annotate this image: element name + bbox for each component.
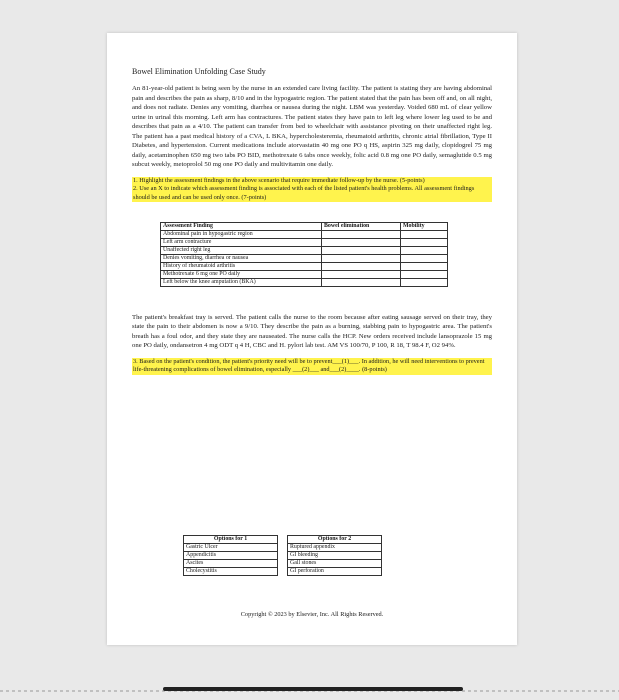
bowel-cell[interactable] — [322, 262, 401, 270]
mobility-cell[interactable] — [401, 255, 448, 263]
finding-cell: History of rheumatoid arthritis — [161, 262, 322, 270]
highlighted-questions — [132, 177, 492, 203]
option-item[interactable]: Appendicitis — [184, 552, 278, 560]
question-1: 1. Highlight the assessment findings in the above scenario that require immediate follow-up by the nurse. (5-points) — [133, 176, 425, 184]
option-item[interactable]: GI bleeding — [288, 552, 382, 560]
document-content — [132, 67, 492, 375]
finding-cell: Denies vomiting, diarrhea or nausea — [161, 255, 322, 263]
option-item[interactable]: Gall stones — [288, 560, 382, 568]
mobility-cell[interactable] — [401, 247, 448, 255]
option-item[interactable]: Ruptured appendix — [288, 544, 382, 552]
mobility-cell[interactable] — [401, 278, 448, 286]
table-row — [161, 239, 448, 247]
header-bowel-elimination: Bowel elimination — [322, 223, 401, 231]
header-mobility: Mobility — [401, 223, 448, 231]
table-row — [161, 262, 448, 270]
assessment-header-row — [161, 223, 448, 231]
bowel-cell[interactable] — [322, 270, 401, 278]
document-page — [107, 33, 517, 645]
finding-cell: Abdominal pain in hypogastric region — [161, 231, 322, 239]
mobility-cell[interactable] — [401, 270, 448, 278]
mobility-cell[interactable] — [401, 262, 448, 270]
copyright-notice: Copyright © 2023 by Elsevier, Inc. All Rights Reserved. — [240, 611, 384, 618]
options-2-header: Options for 2 — [288, 536, 382, 544]
bowel-cell[interactable] — [322, 247, 401, 255]
options-1-table — [183, 535, 278, 576]
highlighted-question-3 — [132, 358, 492, 375]
question-3: 3. Based on the patient's condition, the patient's priority need will be to prevent___(1)___. In addition, he will need interventions to prevent life-threatening complications of bowel elimination, especially ___(2)___ and___(2)____. (8-points) — [133, 357, 485, 374]
document-title: Bowel Elimination Unfolding Case Study — [132, 67, 266, 76]
mobility-cell[interactable] — [401, 231, 448, 239]
option-item[interactable]: Gastric Ulcer — [184, 544, 278, 552]
question-2: 2. Use an X to indicate which assessment finding is associated with each of the listed patient's health problems. All assessment findings should be used and can be used only once. (7-points) — [133, 185, 475, 201]
case-paragraph-2: The patient's breakfast tray is served. The patient calls the nurse to the room because after eating sausage served on their tray, they state the pain to their abdomen is now a 9/10. They describe the pain as a burning, stabbing pain to hypogastric area. The patient's breath has a foul odor, and they state they are nauseated. The nurse calls the HCP. New orders received include lansoprazole 15 mg one PO daily, ondansetron 4 mg ODT q 4 H, CBC and H. pylori lab test. AM VS 100/70, P 100, R 18, T 98.4 F, O2 94%. — [132, 313, 492, 350]
option-item[interactable]: Ascites — [184, 560, 278, 568]
bowel-cell[interactable] — [322, 231, 401, 239]
assessment-table — [160, 222, 448, 286]
table-row — [161, 255, 448, 263]
options-1-header: Options for 1 — [184, 536, 278, 544]
table-row — [161, 247, 448, 255]
mobility-cell[interactable] — [401, 239, 448, 247]
options-2-table — [287, 535, 382, 576]
case-paragraph-1: An 81-year-old patient is being seen by the nurse in an extended care living facility. The patient is stating they are having abdominal pain and describes the pain as sharp, 8/10 and in the hypogastric region. The patient stated that the pain has been off and, on all night, and does not radiate. Denies any vomiting, diarrhea or nausea during the night. LBM was yesterday. Voided 680 mL of clear yellow urine in urinal this morning. Left arm has contractures. The patient states they have pain to left leg where lower leg used to be and describes that pain as a 4/10. The patient can transfer from bed to wheelchair with assistance pivoting on their unaffected right leg. The patient has a past medical history of a CVA, L BKA, hypercholesteremia, rheumatoid arthritis, chronic atrial fibrillation, Type II Diabetes, and hypertension. Current medications include atorvastatin 40 mg one PO q HS, aspirin 325 mg daily, clopidogrel 75 mg daily, acetaminophen 650 mg two tabs PO BID, methotrexate 6 tabs once weekly, folic acid 0.8 mg one PO daily, semaglutide 0.5 mg subcut weekly, metoprolol 50 mg one PO daily and multivitamin one daily. — [132, 85, 492, 169]
finding-cell: Methotrexate 6 mg one PO daily — [161, 270, 322, 278]
finding-cell: Left below the knee amputation (BKA) — [161, 278, 322, 286]
finding-cell: Left arm contracture — [161, 239, 322, 247]
table-row — [161, 270, 448, 278]
option-item[interactable]: Cholecystitis — [184, 568, 278, 576]
horizontal-scrollbar[interactable] — [163, 687, 463, 691]
option-item[interactable]: GI perforation — [288, 568, 382, 576]
header-assessment-finding: Assessment Finding — [161, 223, 322, 231]
bowel-cell[interactable] — [322, 278, 401, 286]
bowel-cell[interactable] — [322, 255, 401, 263]
finding-cell: Unaffected right leg — [161, 247, 322, 255]
bowel-cell[interactable] — [322, 239, 401, 247]
table-row — [161, 231, 448, 239]
table-row — [161, 278, 448, 286]
